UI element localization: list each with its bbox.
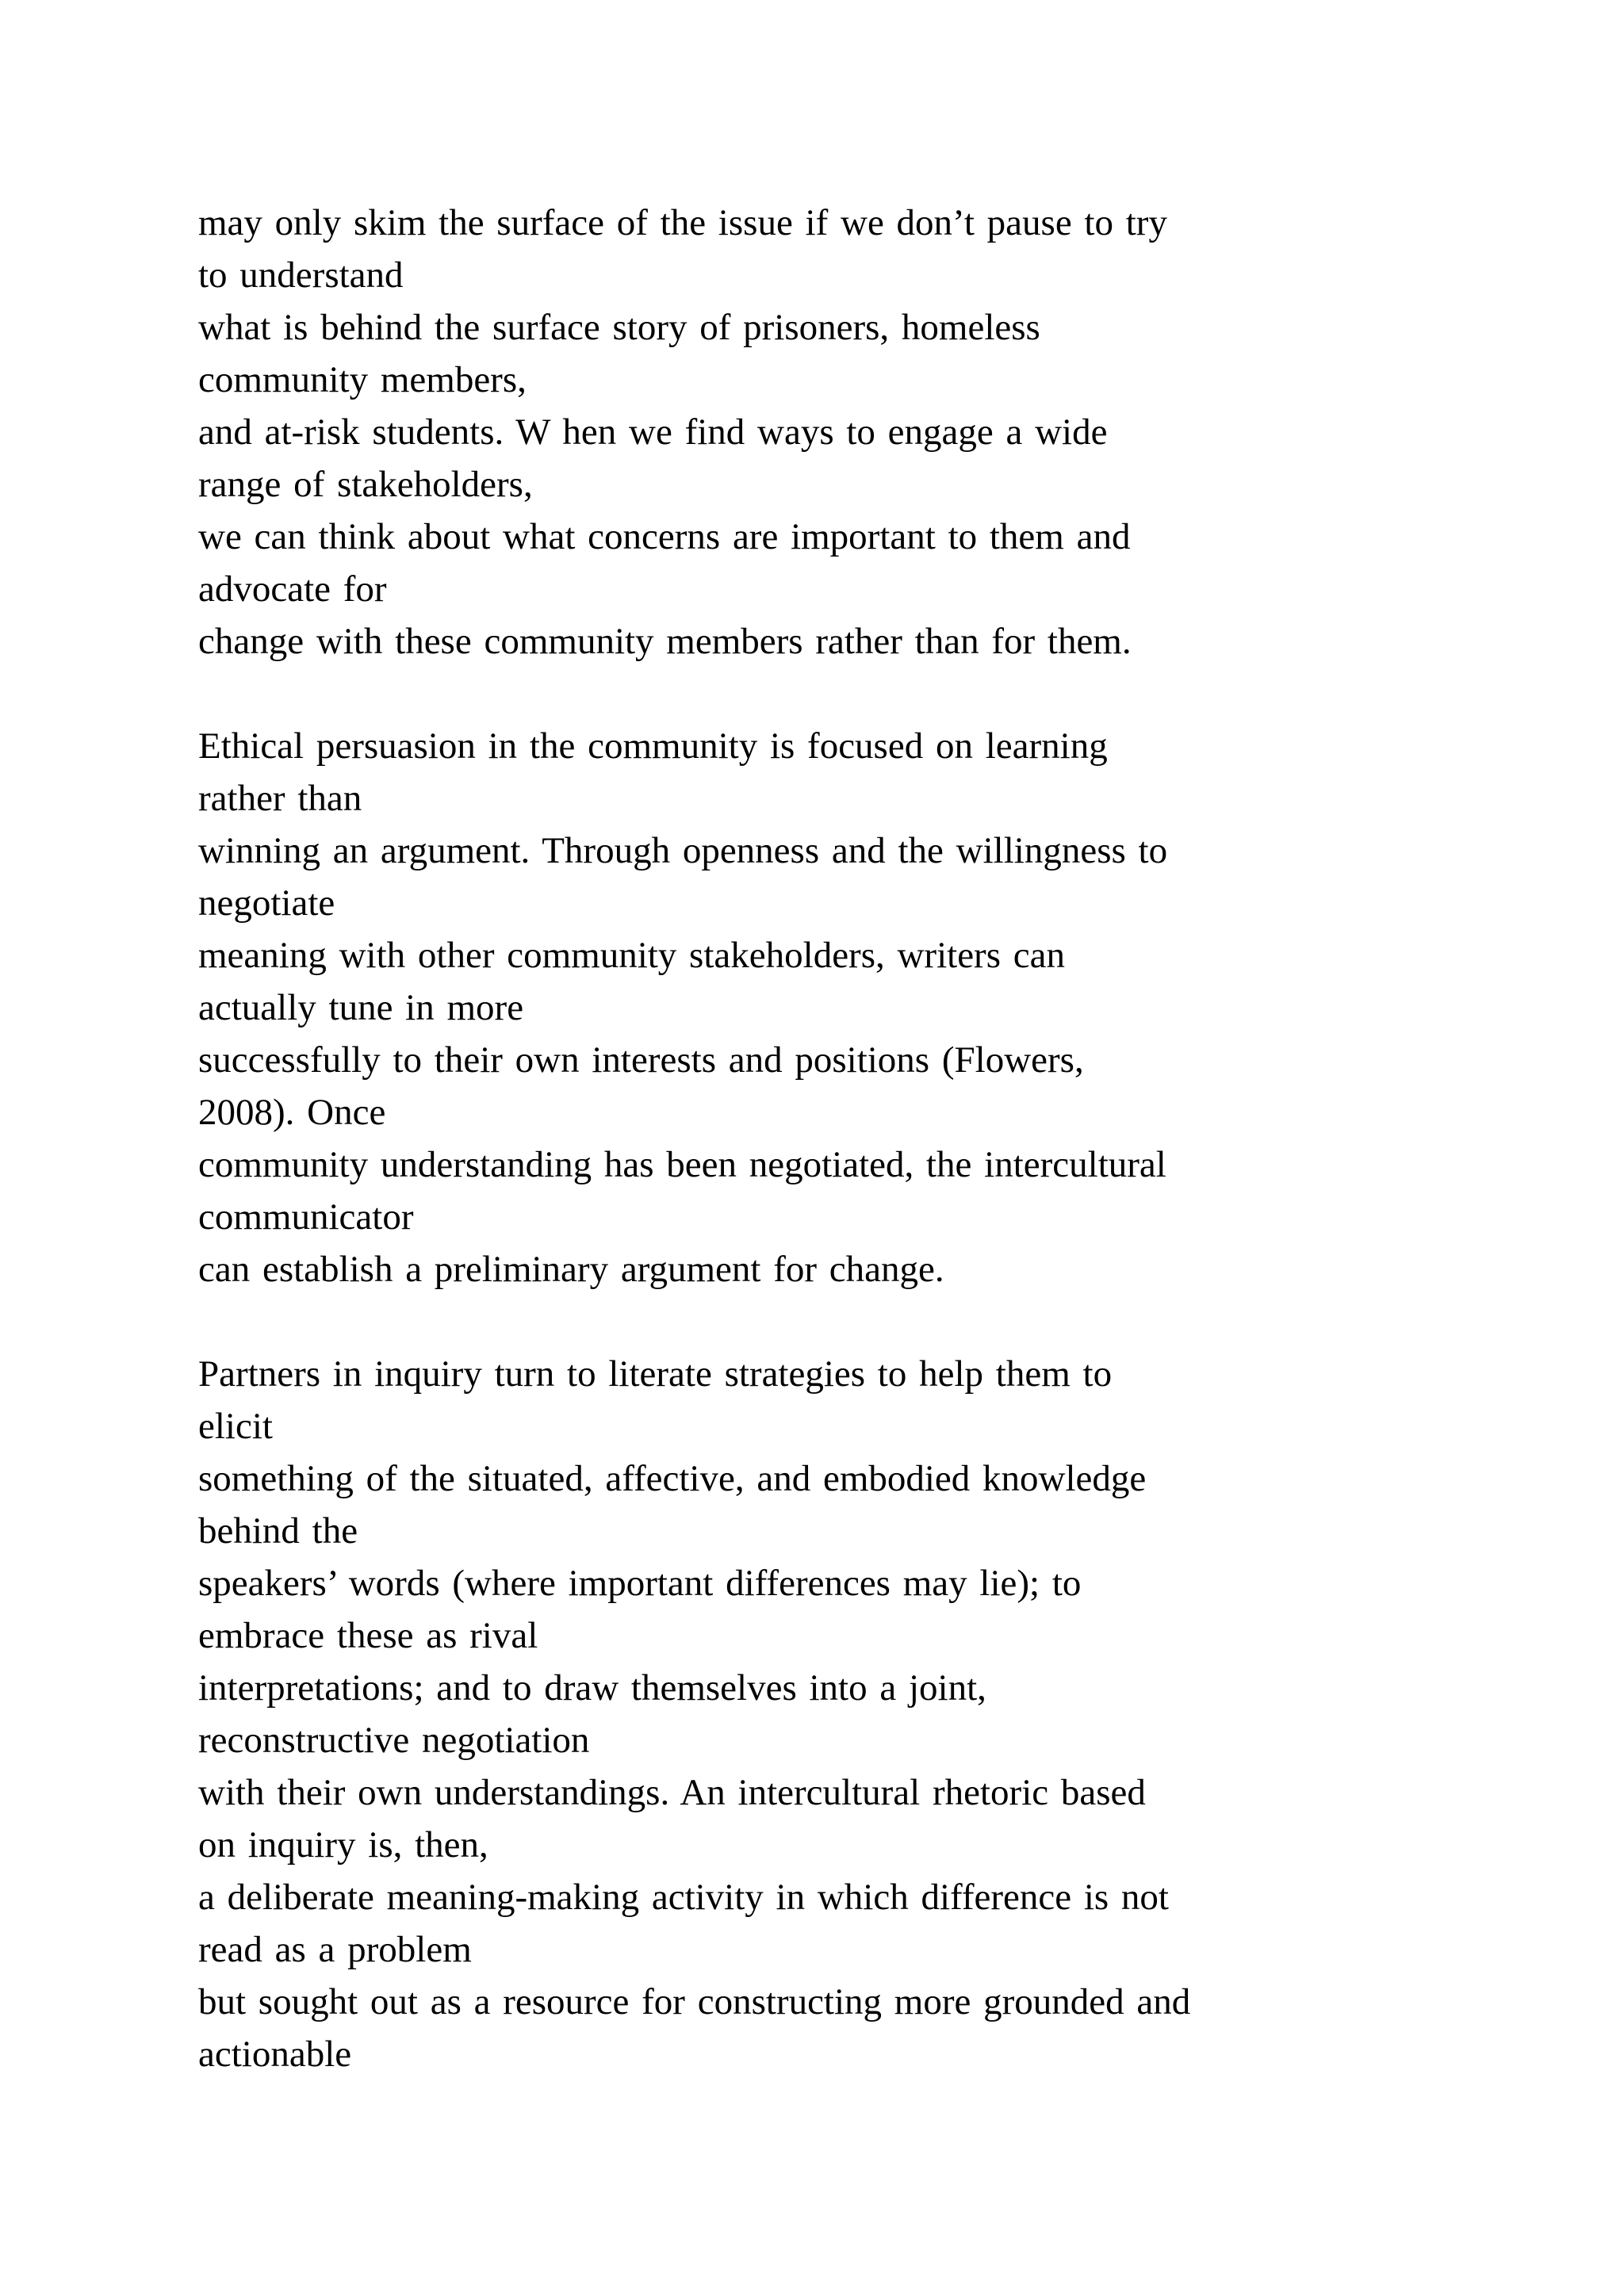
text-line: community members, — [198, 359, 527, 400]
text-line: advocate for — [198, 568, 387, 610]
text-line: successfully to their own interests and positions (Flowers, — [198, 1039, 1084, 1081]
text-line: with their own understandings. An intercultural rhetoric based — [198, 1772, 1146, 1813]
paragraph-2 — [198, 720, 1467, 1295]
text-line: and at-risk students. W hen we find ways to engage a wide — [198, 411, 1108, 453]
text-line: rather than — [198, 778, 362, 819]
text-line: actionable — [198, 2034, 352, 2075]
text-line: may only skim the surface of the issue if we don’t pause to try — [198, 202, 1167, 243]
text-line: winning an argument. Through openness and the willingness to — [198, 830, 1168, 871]
text-line: can establish a preliminary argument for change. — [198, 1249, 944, 1290]
text-line: range of stakeholders, — [198, 464, 533, 505]
text-line: something of the situated, affective, and embodied knowledge — [198, 1458, 1147, 1499]
text-line: change with these community members rather than for them. — [198, 621, 1132, 662]
text-line: 2008). Once — [198, 1092, 386, 1133]
text-line: on inquiry is, then, — [198, 1824, 488, 1866]
text-line: community understanding has been negotiated, the intercultural — [198, 1144, 1166, 1185]
body-text — [198, 197, 1467, 2133]
text-line: read as a problem — [198, 1929, 472, 1970]
text-line: speakers’ words (where important differences may lie); to — [198, 1563, 1082, 1604]
paragraph-3 — [198, 1348, 1467, 2080]
text-line: but sought out as a resource for constructing more grounded and — [198, 1981, 1191, 2022]
text-line: a deliberate meaning-making activity in which difference is not — [198, 1877, 1169, 1918]
text-line: to understand — [198, 254, 404, 296]
text-line: behind the — [198, 1510, 358, 1552]
text-line: meaning with other community stakeholders, writers can — [198, 935, 1065, 976]
text-line: embrace these as rival — [198, 1615, 538, 1656]
text-line: negotiate — [198, 882, 335, 924]
text-line: we can think about what concerns are important to them and — [198, 516, 1131, 557]
paragraph-1 — [198, 197, 1467, 668]
text-line: interpretations; and to draw themselves into a joint, — [198, 1667, 986, 1709]
text-line: communicator — [198, 1196, 414, 1238]
text-line: Ethical persuasion in the community is focused on learning — [198, 725, 1108, 767]
text-line: what is behind the surface story of prisoners, homeless — [198, 307, 1040, 348]
text-line: reconstructive negotiation — [198, 1720, 590, 1761]
text-line: Partners in inquiry turn to literate strategies to help them to — [198, 1353, 1113, 1395]
text-line: elicit — [198, 1406, 273, 1447]
text-line: actually tune in more — [198, 987, 524, 1028]
